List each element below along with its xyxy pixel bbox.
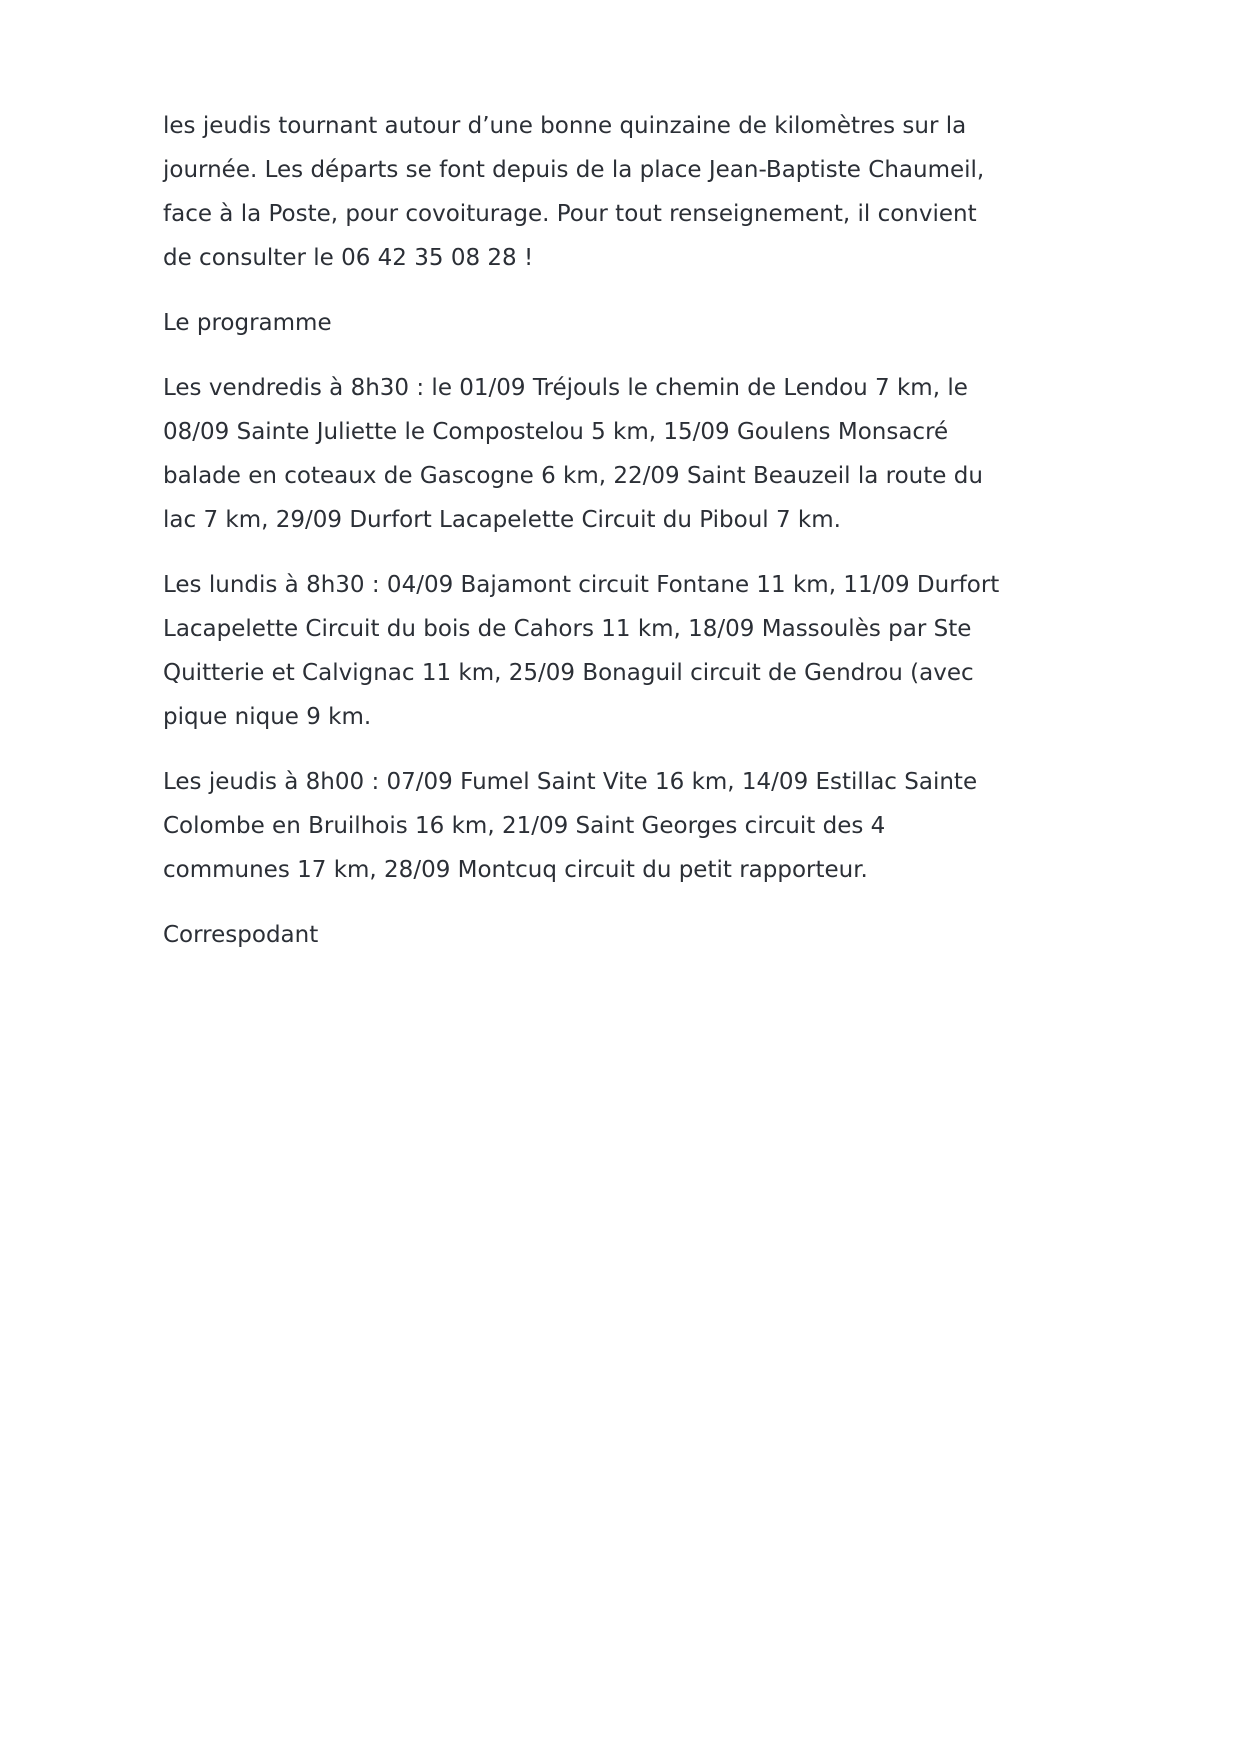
intro-paragraph: les jeudis tournant autour d’une bonne quinzaine de kilomètres sur la journée. Les départs se font depuis de la place Jean-Baptiste Chaumeil, face à la Poste, pour covoiturage. Pour tout renseignement, il convient de consulter le 06 42 35 08 28 ! xyxy=(163,113,985,271)
correspondent-signature: Correspodant xyxy=(163,922,319,948)
article-body xyxy=(163,104,1003,978)
mondays-paragraph: Les lundis à 8h30 : 04/09 Bajamont circuit Fontane 11 km, 11/09 Durfort Lacapelette Circuit du bois de Cahors 11 km, 18/09 Massoulès par Ste Quitterie et Calvignac 11 km, 25/09 Bonaguil circuit de Gendrou (avec pique nique 9 km. xyxy=(163,572,1000,730)
program-heading: Le programme xyxy=(163,310,332,336)
thursdays-paragraph: Les jeudis à 8h00 : 07/09 Fumel Saint Vite 16 km, 14/09 Estillac Sainte Colombe en Bruilhois 16 km, 21/09 Saint Georges circuit des 4 communes 17 km, 28/09 Montcuq circuit du petit rapporteur. xyxy=(163,769,978,883)
fridays-paragraph: Les vendredis à 8h30 : le 01/09 Tréjouls le chemin de Lendou 7 km, le 08/09 Sainte Juliette le Compostelou 5 km, 15/09 Goulens Monsacré balade en coteaux de Gascogne 6 km, 22/09 Saint Beauzeil la route du lac 7 km, 29/09 Durfort Lacapelette Circuit du Piboul 7 km. xyxy=(163,375,983,533)
